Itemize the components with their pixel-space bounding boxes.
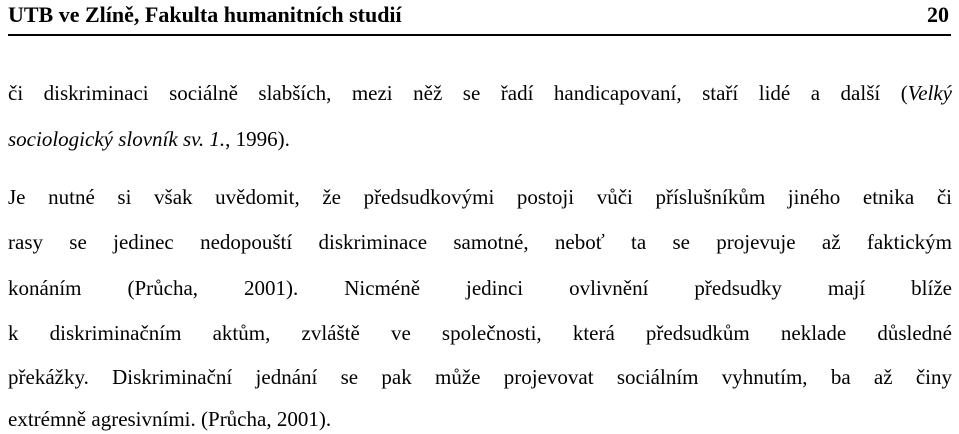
citation-italic-start: Velký bbox=[907, 81, 952, 105]
paragraph-1-line-1 bbox=[8, 80, 952, 106]
citation-year: , 1996). bbox=[225, 127, 290, 151]
paragraph-2-line-4: k diskriminačním aktům, zvláště ve společnosti, která předsudkům neklade důsledné bbox=[8, 321, 952, 345]
paragraph-2-line-3: konáním (Průcha, 2001). Nicméně jedinci ovlivnění předsudky mají blíže bbox=[8, 276, 952, 300]
header-title: UTB ve Zlíně, Fakulta humanitních studií bbox=[8, 2, 402, 27]
citation-italic-title: sociologický slovník sv. 1. bbox=[8, 127, 226, 151]
paragraph-1-line-1-text: či diskriminaci sociálně slabších, mezi něž se řadí handicapovaní, staří lidé a další ( bbox=[8, 81, 908, 105]
paragraph-2-line-2: rasy se jedinec nedopouští diskriminace samotné, neboť ta se projevuje až faktickým bbox=[8, 230, 952, 254]
paragraph-2-line-5: překážky. Diskriminační jednání se pak může projevovat sociálním vyhnutím, ba až činy bbox=[8, 365, 952, 389]
page-header bbox=[8, 2, 951, 36]
paragraph-2-line-1: Je nutné si však uvědomit, že předsudkovými postoji vůči příslušníkům jiného etnika či bbox=[8, 185, 952, 209]
paragraph-2-line-6: extrémně agresivními. (Průcha, 2001). bbox=[8, 407, 332, 431]
page-number: 20 bbox=[927, 2, 949, 27]
paragraph-1-line-2 bbox=[8, 126, 952, 152]
